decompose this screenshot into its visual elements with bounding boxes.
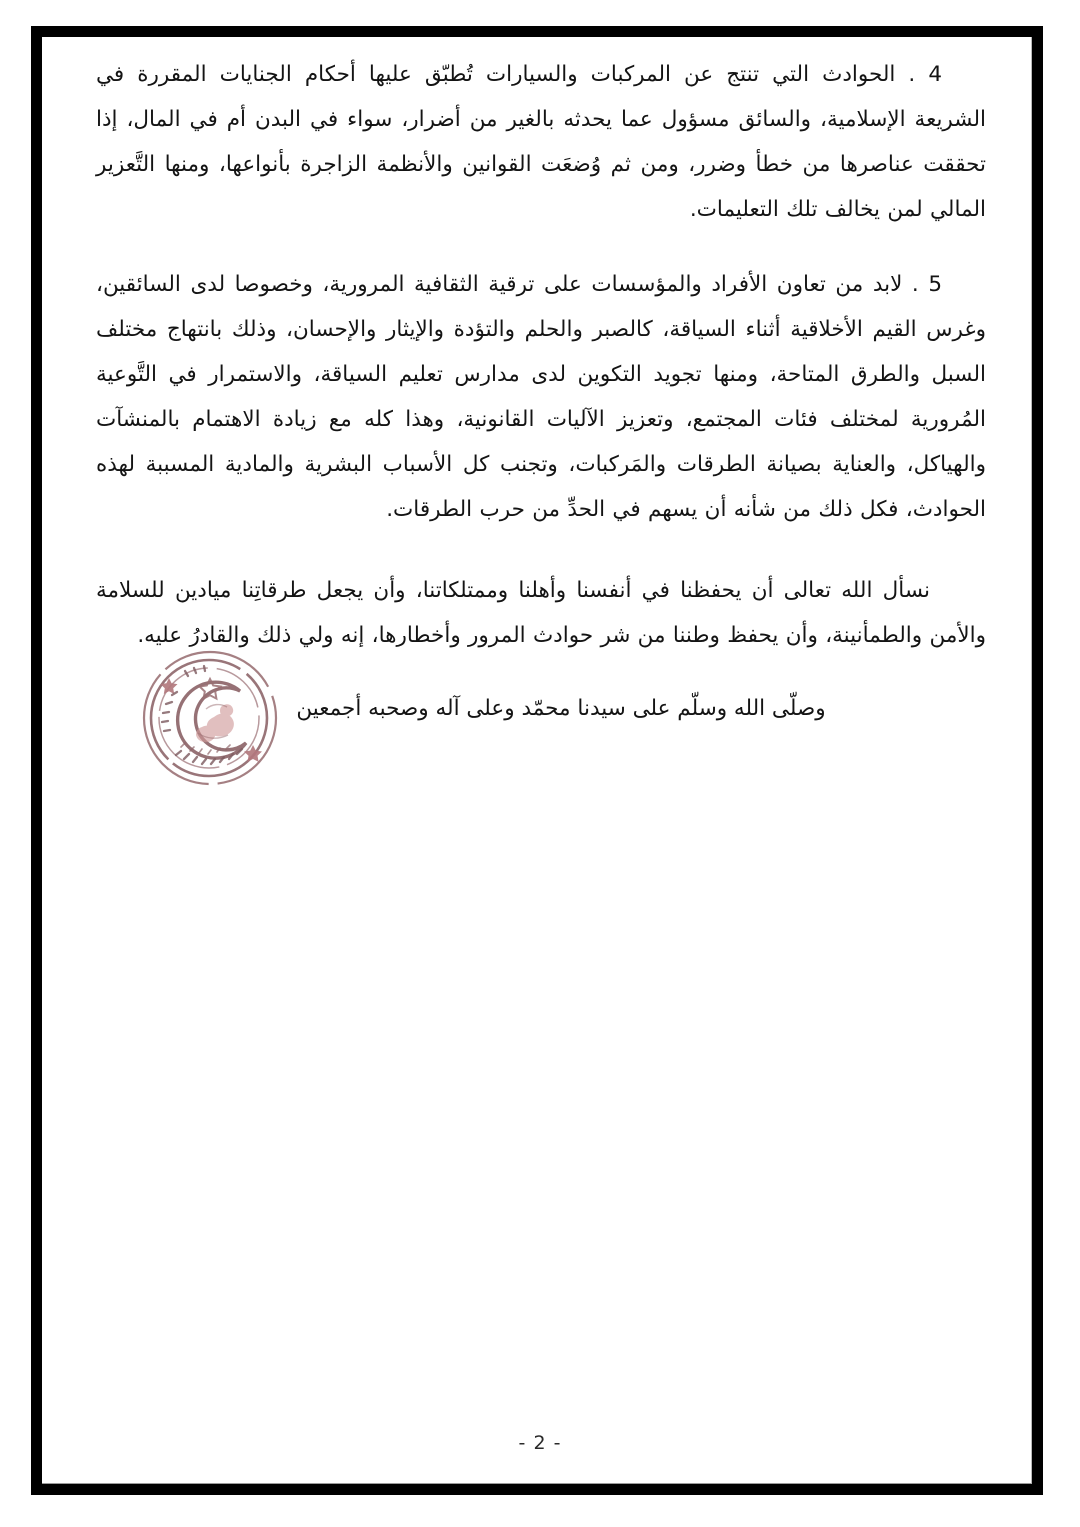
paragraph-item-5: 5 . لابد من تعاون الأفراد والمؤسسات على ترقية الثقافية المرورية، وخصوصا لدى السائقين، وغرس القيم الأخلاقية أثناء السياقة، كالصبر والحلم والتؤدة والإيثار والإحسان، وذلك بانتهاج مختلف السبل والطرق المتاحة، ومنها تجويد التكوين لدى مدارس تعليم السياقة، والاستمرار في التَّوعية المُرورية لمختلف فئات المجتمع، وتعزيز الآليات القانونية، وهذا كله مع زيادة الاهتمام بالمنشآت والهياكل، والعناية بصيانة الطرقات والمَركبات، وتجنب كل الأسباب البشرية والمادية المسببة لهذه الحوادث، فكل ذلك من شأنه أن يسهم في الحدِّ من حرب الطرقات.	[96, 272, 986, 522]
paragraph-closing-dua: نسأل الله تعالى أن يحفظنا في أنفسنا وأهلنا وممتلكاتنا، وأن يجعل طرقاتِنا ميادين للسلامة والأمن والطمأنينة، وأن يحفظ وطننا من شر حوادث المرور وأخطارها، إنه ولي ذلك والقادرُ عليه.	[96, 578, 986, 648]
blessing-line: وصلّى الله وسلّم على سيدنا محمّد وعلى آله وصحبه أجمعين	[296, 696, 826, 721]
document-text-body	[96, 52, 986, 731]
page-number: - 2 -	[518, 1432, 562, 1454]
paragraph-item-4: 4 . الحوادث التي تنتج عن المركبات والسيارات تُطبّق عليها أحكام الجنايات المقررة في الشريعة الإسلامية، والسائق مسؤول عما يحدثه بالغير من أضرار، سواء في البدن أم في المال، إذا تحققت عناصرها من خطأ وضرر، ومن ثم وُضعَت القوانين والأنظمة الزاجرة بأنواعها، ومنها التَّعزير المالي لمن يخالف تلك التعليمات.	[96, 62, 986, 222]
